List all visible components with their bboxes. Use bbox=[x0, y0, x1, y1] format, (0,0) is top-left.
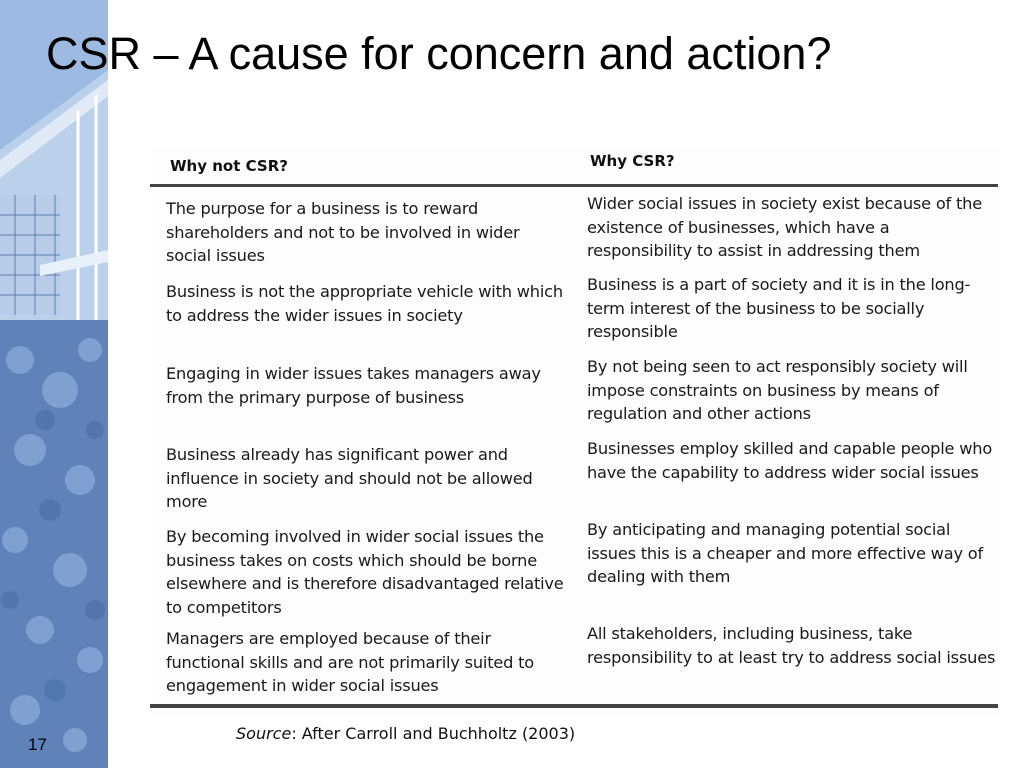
why-not-reason-4: Business already has significant power and influence in society and should not be allowed more bbox=[166, 445, 533, 511]
why-reason-4: Businesses employ skilled and capable people who have the capability to address wider social issues bbox=[587, 439, 993, 482]
source-citation bbox=[236, 724, 575, 743]
why-reason-2: Business is a part of society and it is in the long-term interest of the business to be socially responsible bbox=[587, 275, 971, 341]
why-not-reason-6: Managers are employed because of their functional skills and are not primarily suited to engagement in wider social issues bbox=[166, 629, 535, 695]
why-reason-5: By anticipating and managing potential social issues this is a cheaper and more effective way of dealing with them bbox=[587, 520, 983, 586]
why-reason-6: All stakeholders, including business, take responsibility to at least try to address social issues bbox=[587, 624, 996, 667]
why-reason-1: Wider social issues in society exist because of the existence of businesses, which have a responsibility to assist in addressing them bbox=[587, 194, 982, 260]
why-not-reason-3: Engaging in wider issues takes managers away from the primary purpose of business bbox=[166, 364, 541, 407]
slide-title: CSR – A cause for concern and action? bbox=[46, 28, 832, 79]
why-not-csr-header: Why not CSR? bbox=[170, 157, 288, 175]
table-top-rule bbox=[150, 184, 998, 187]
why-not-reason-1: The purpose for a business is to reward shareholders and not to be involved in wider social issues bbox=[166, 199, 520, 265]
building-image bbox=[0, 0, 108, 768]
sidebar-decoration bbox=[0, 0, 108, 768]
why-not-reason-2: Business is not the appropriate vehicle with which to address the wider issues in society bbox=[166, 282, 563, 325]
source-text: : After Carroll and Buchholtz (2003) bbox=[291, 724, 576, 743]
source-label: Source bbox=[236, 724, 292, 743]
why-csr-header: Why CSR? bbox=[590, 152, 675, 170]
why-reason-3: By not being seen to act responsibly society will impose constraints on business by means of regulation and other actions bbox=[587, 357, 968, 423]
table-bottom-rule bbox=[150, 704, 998, 708]
page-number: 17 bbox=[28, 735, 47, 754]
why-not-reason-5: By becoming involved in wider social issues the business takes on costs which should be borne elsewhere and is therefore disadvantaged relative to competitors bbox=[166, 527, 564, 617]
